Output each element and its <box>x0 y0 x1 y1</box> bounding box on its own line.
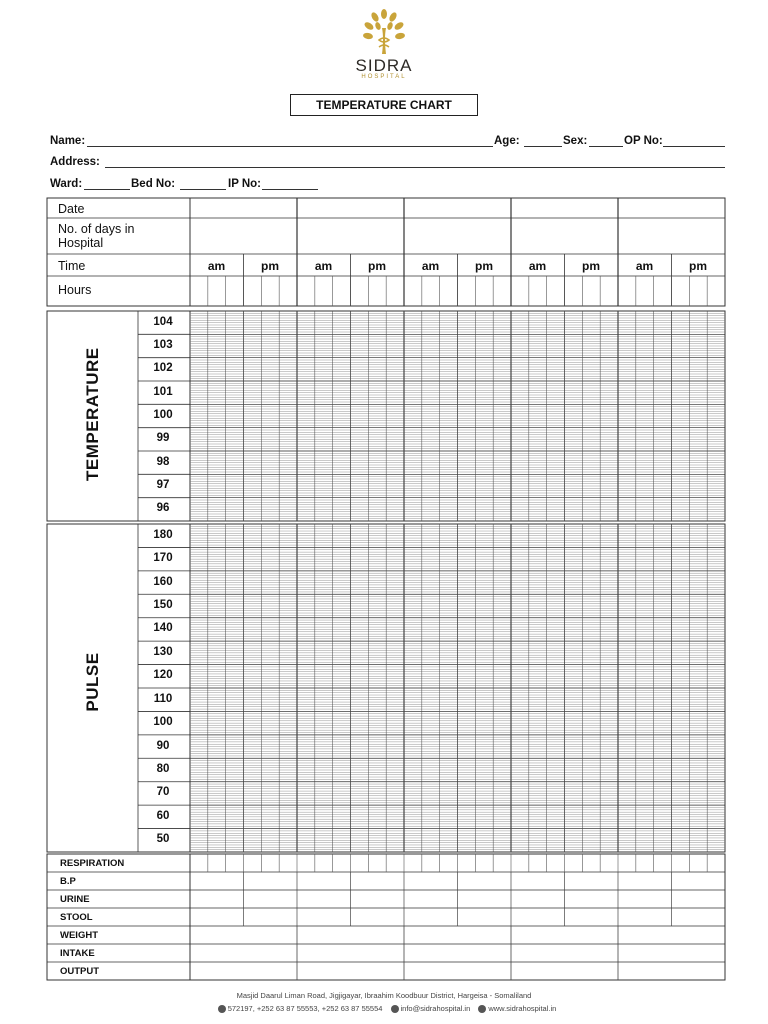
temperature-tick-101: 101 <box>153 385 173 398</box>
vitals-label-urine: URINE <box>60 894 90 905</box>
vitals-label-weight: WEIGHT <box>60 930 98 941</box>
time-label-pm: pm <box>475 259 493 273</box>
time-label-am: am <box>314 259 333 273</box>
hours-label: Hours <box>58 283 92 297</box>
footer-address: Masjid Daarul Liman Road, Jigjigayar, Ibraahim Koodbuur District, Hargeisa - Somaliland <box>236 991 532 1000</box>
pulse-tick-100: 100 <box>153 716 173 729</box>
logo-subtitle: HOSPITAL <box>361 74 407 80</box>
age-label: Age: <box>494 135 520 147</box>
time-label-pm: pm <box>261 259 279 273</box>
vitals-label-respiration: RESPIRATION <box>60 858 125 869</box>
time-label-am: am <box>207 259 226 273</box>
temperature-section-label: TEMPERATURE <box>83 347 102 481</box>
pulse-tick-140: 140 <box>153 622 173 635</box>
footer-web[interactable]: www.sidrahospital.in <box>488 1004 557 1013</box>
pulse-tick-70: 70 <box>156 786 170 799</box>
temperature-tick-100: 100 <box>153 409 173 421</box>
pulse-tick-180: 180 <box>153 528 173 541</box>
bed-no-label: Bed No: <box>131 178 176 190</box>
temperature-tick-104: 104 <box>153 315 173 328</box>
name-label: Name: <box>50 135 86 147</box>
pulse-tick-130: 130 <box>153 645 173 658</box>
date-label: Date <box>58 202 85 216</box>
temperature-tick-98: 98 <box>156 455 170 468</box>
op-no-label: OP No: <box>624 135 663 147</box>
pulse-tick-60: 60 <box>156 809 170 822</box>
globe-icon <box>478 1005 486 1013</box>
page-title: TEMPERATURE CHART <box>290 94 478 116</box>
temperature-tick-102: 102 <box>153 362 173 375</box>
ward-label: Ward: <box>50 178 83 190</box>
footer-contacts <box>0 1004 768 1013</box>
pulse-tick-120: 120 <box>153 669 173 682</box>
time-label-am: am <box>635 259 654 273</box>
email-icon <box>391 1005 399 1013</box>
vitals-label-stool: STOOL <box>60 912 93 923</box>
pulse-section-label: PULSE <box>83 652 102 712</box>
days-in-hospital-label: No. of days in Hospital <box>58 222 135 250</box>
phone-icon <box>218 1005 226 1013</box>
temperature-tick-96: 96 <box>156 502 170 515</box>
sex-label: Sex: <box>563 135 588 147</box>
pulse-tick-150: 150 <box>153 599 173 611</box>
vitals-label-intake: INTAKE <box>60 948 95 959</box>
pulse-tick-80: 80 <box>156 763 170 775</box>
temperature-tick-97: 97 <box>156 479 170 491</box>
time-label-pm: pm <box>368 259 386 273</box>
time-label-am: am <box>421 259 440 273</box>
vitals-label-bp: B.P <box>60 876 76 887</box>
address-label: Address: <box>50 156 100 168</box>
pulse-tick-170: 170 <box>153 552 173 565</box>
pulse-tick-160: 160 <box>153 575 173 588</box>
time-label-pm: pm <box>689 259 707 273</box>
vitals-label-output: OUTPUT <box>60 966 100 977</box>
footer-phones: 572197, +252 63 87 55553, +252 63 87 55554 <box>227 1004 383 1013</box>
pulse-tick-50: 50 <box>156 833 170 846</box>
ip-no-label: IP No: <box>228 178 262 190</box>
temperature-tick-99: 99 <box>156 432 170 445</box>
time-label: Time <box>58 259 86 273</box>
pulse-tick-90: 90 <box>156 739 170 752</box>
temperature-tick-103: 103 <box>153 339 173 351</box>
time-label-am: am <box>528 259 547 273</box>
time-label-pm: pm <box>582 259 600 273</box>
logo-name: SIDRA <box>355 56 413 75</box>
footer-email[interactable]: info@sidrahospital.in <box>400 1004 471 1013</box>
pulse-tick-110: 110 <box>153 692 173 705</box>
vitals-table <box>47 854 725 980</box>
